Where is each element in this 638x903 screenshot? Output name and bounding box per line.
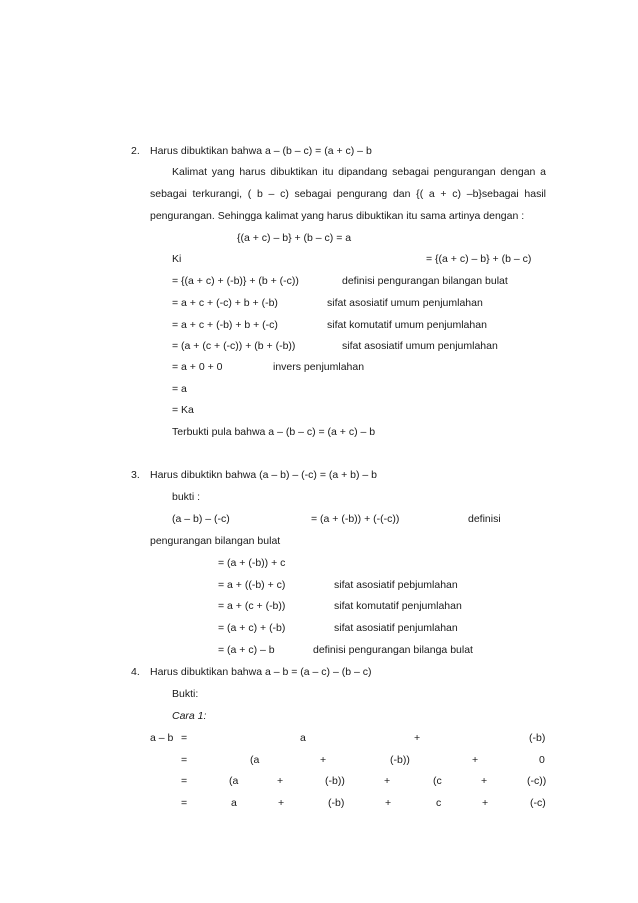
paragraph-line: sebagai terkurangi, ( b – c) sebagai pengurang dan {( a + c) –b}sebagai hasil — [150, 188, 546, 200]
step-expression: = a + 0 + 0 — [172, 361, 223, 373]
ki-expression: = {(a + c) – b} + (b – c) — [426, 253, 532, 265]
row-cell: (a — [229, 775, 239, 787]
row-cell: = — [181, 775, 188, 787]
row-cell: (-b)) — [325, 775, 345, 787]
row-cell: = — [181, 732, 188, 744]
step-reason: definisi pengurangan bilanga bulat — [313, 644, 473, 656]
row-cell: + — [481, 775, 488, 787]
step-expression: = Ka — [172, 404, 194, 416]
step-reason: definisi — [468, 513, 501, 525]
item-number: 4. — [131, 666, 140, 678]
row-cell: + — [277, 775, 284, 787]
step-expression: = a — [172, 383, 187, 395]
step-expression: = {(a + c) + (-b)} + (b + (-c)) — [172, 275, 299, 287]
row-cell: + — [414, 732, 421, 744]
step-reason: sifat asosiatif umum penjumlahan — [342, 340, 498, 352]
row-cell: (-b) — [529, 732, 546, 744]
statement: Harus dibuktikan bahwa a – b = (a – c) – (b – c) — [150, 666, 372, 678]
row-cell: 0 — [539, 754, 545, 766]
step-reason-continued: pengurangan bilangan bulat — [150, 535, 281, 547]
step-expression: = a + (c + (-b)) — [218, 600, 286, 612]
step-expression: = (a + (c + (-c)) + (b + (-b)) — [172, 340, 296, 352]
row-cell: a — [300, 732, 306, 744]
row-cell: (-c) — [530, 797, 546, 809]
conclusion: Terbukti pula bahwa a – (b – c) = (a + c) – b — [172, 426, 376, 438]
row-cell: = — [181, 797, 188, 809]
step-expression: = (a + c) – b — [218, 644, 275, 656]
row-cell: + — [384, 775, 391, 787]
row-cell: (-b)) — [390, 754, 410, 766]
step-reason: sifat asosiatif pebjumlahan — [334, 579, 458, 591]
row-cell: + — [482, 797, 489, 809]
step-reason: sifat komutatif penjumlahan — [334, 600, 462, 612]
centered-equation: {(a + c) – b} + (b – c) = a — [237, 232, 352, 244]
paragraph-line: pengurangan. Sehingga kalimat yang harus dibuktikan itu sama artinya dengan : — [150, 210, 525, 222]
ki-label: Ki — [172, 253, 182, 265]
row-cell: a — [231, 797, 237, 809]
step-reason: sifat asosiatif umum penjumlahan — [327, 297, 483, 309]
step-reason: definisi pengurangan bilangan bulat — [342, 275, 508, 287]
item-number: 2. — [131, 145, 140, 157]
item-number: 3. — [131, 469, 140, 481]
row-cell: + — [320, 754, 327, 766]
row-cell: + — [472, 754, 479, 766]
step-expression: = a + c + (-c) + b + (-b) — [172, 297, 278, 309]
row-cell: (a — [250, 754, 260, 766]
statement: Harus dibuktikn bahwa (a – b) – (-c) = (a + b) – b — [150, 469, 378, 481]
row-cell: (-c)) — [527, 775, 547, 787]
row-cell: = — [181, 754, 188, 766]
step-reason: sifat komutatif umum penjumlahan — [327, 319, 487, 331]
bukti-label: Bukti: — [172, 688, 199, 700]
step-expression: = (a + c) + (-b) — [218, 622, 286, 634]
statement: Harus dibuktikan bahwa a – (b – c) = (a + c) – b — [150, 145, 372, 157]
row-cell: c — [436, 797, 442, 809]
row-cell: (-b) — [328, 797, 345, 809]
step-lhs: (a – b) – (-c) — [172, 513, 230, 525]
row-cell: + — [278, 797, 285, 809]
step-reason: invers penjumlahan — [273, 361, 365, 373]
step-expression: = (a + (-b)) + (-(-c)) — [311, 513, 400, 525]
step-expression: = a + c + (-b) + b + (-c) — [172, 319, 278, 331]
step-expression: = a + ((-b) + c) — [218, 579, 286, 591]
bukti-label: bukti : — [172, 491, 201, 503]
step-reason: sifat asosiatif penjumlahan — [334, 622, 458, 634]
paragraph-line: Kalimat yang harus dibuktikan itu dipandang sebagai pengurangan dengan a — [172, 166, 546, 178]
cara-label: Cara 1: — [172, 710, 207, 722]
step-expression: = (a + (-b)) + c — [218, 557, 286, 569]
row-cell: + — [385, 797, 392, 809]
row-cell: a – b — [150, 732, 174, 744]
row-cell: (c — [433, 775, 442, 787]
